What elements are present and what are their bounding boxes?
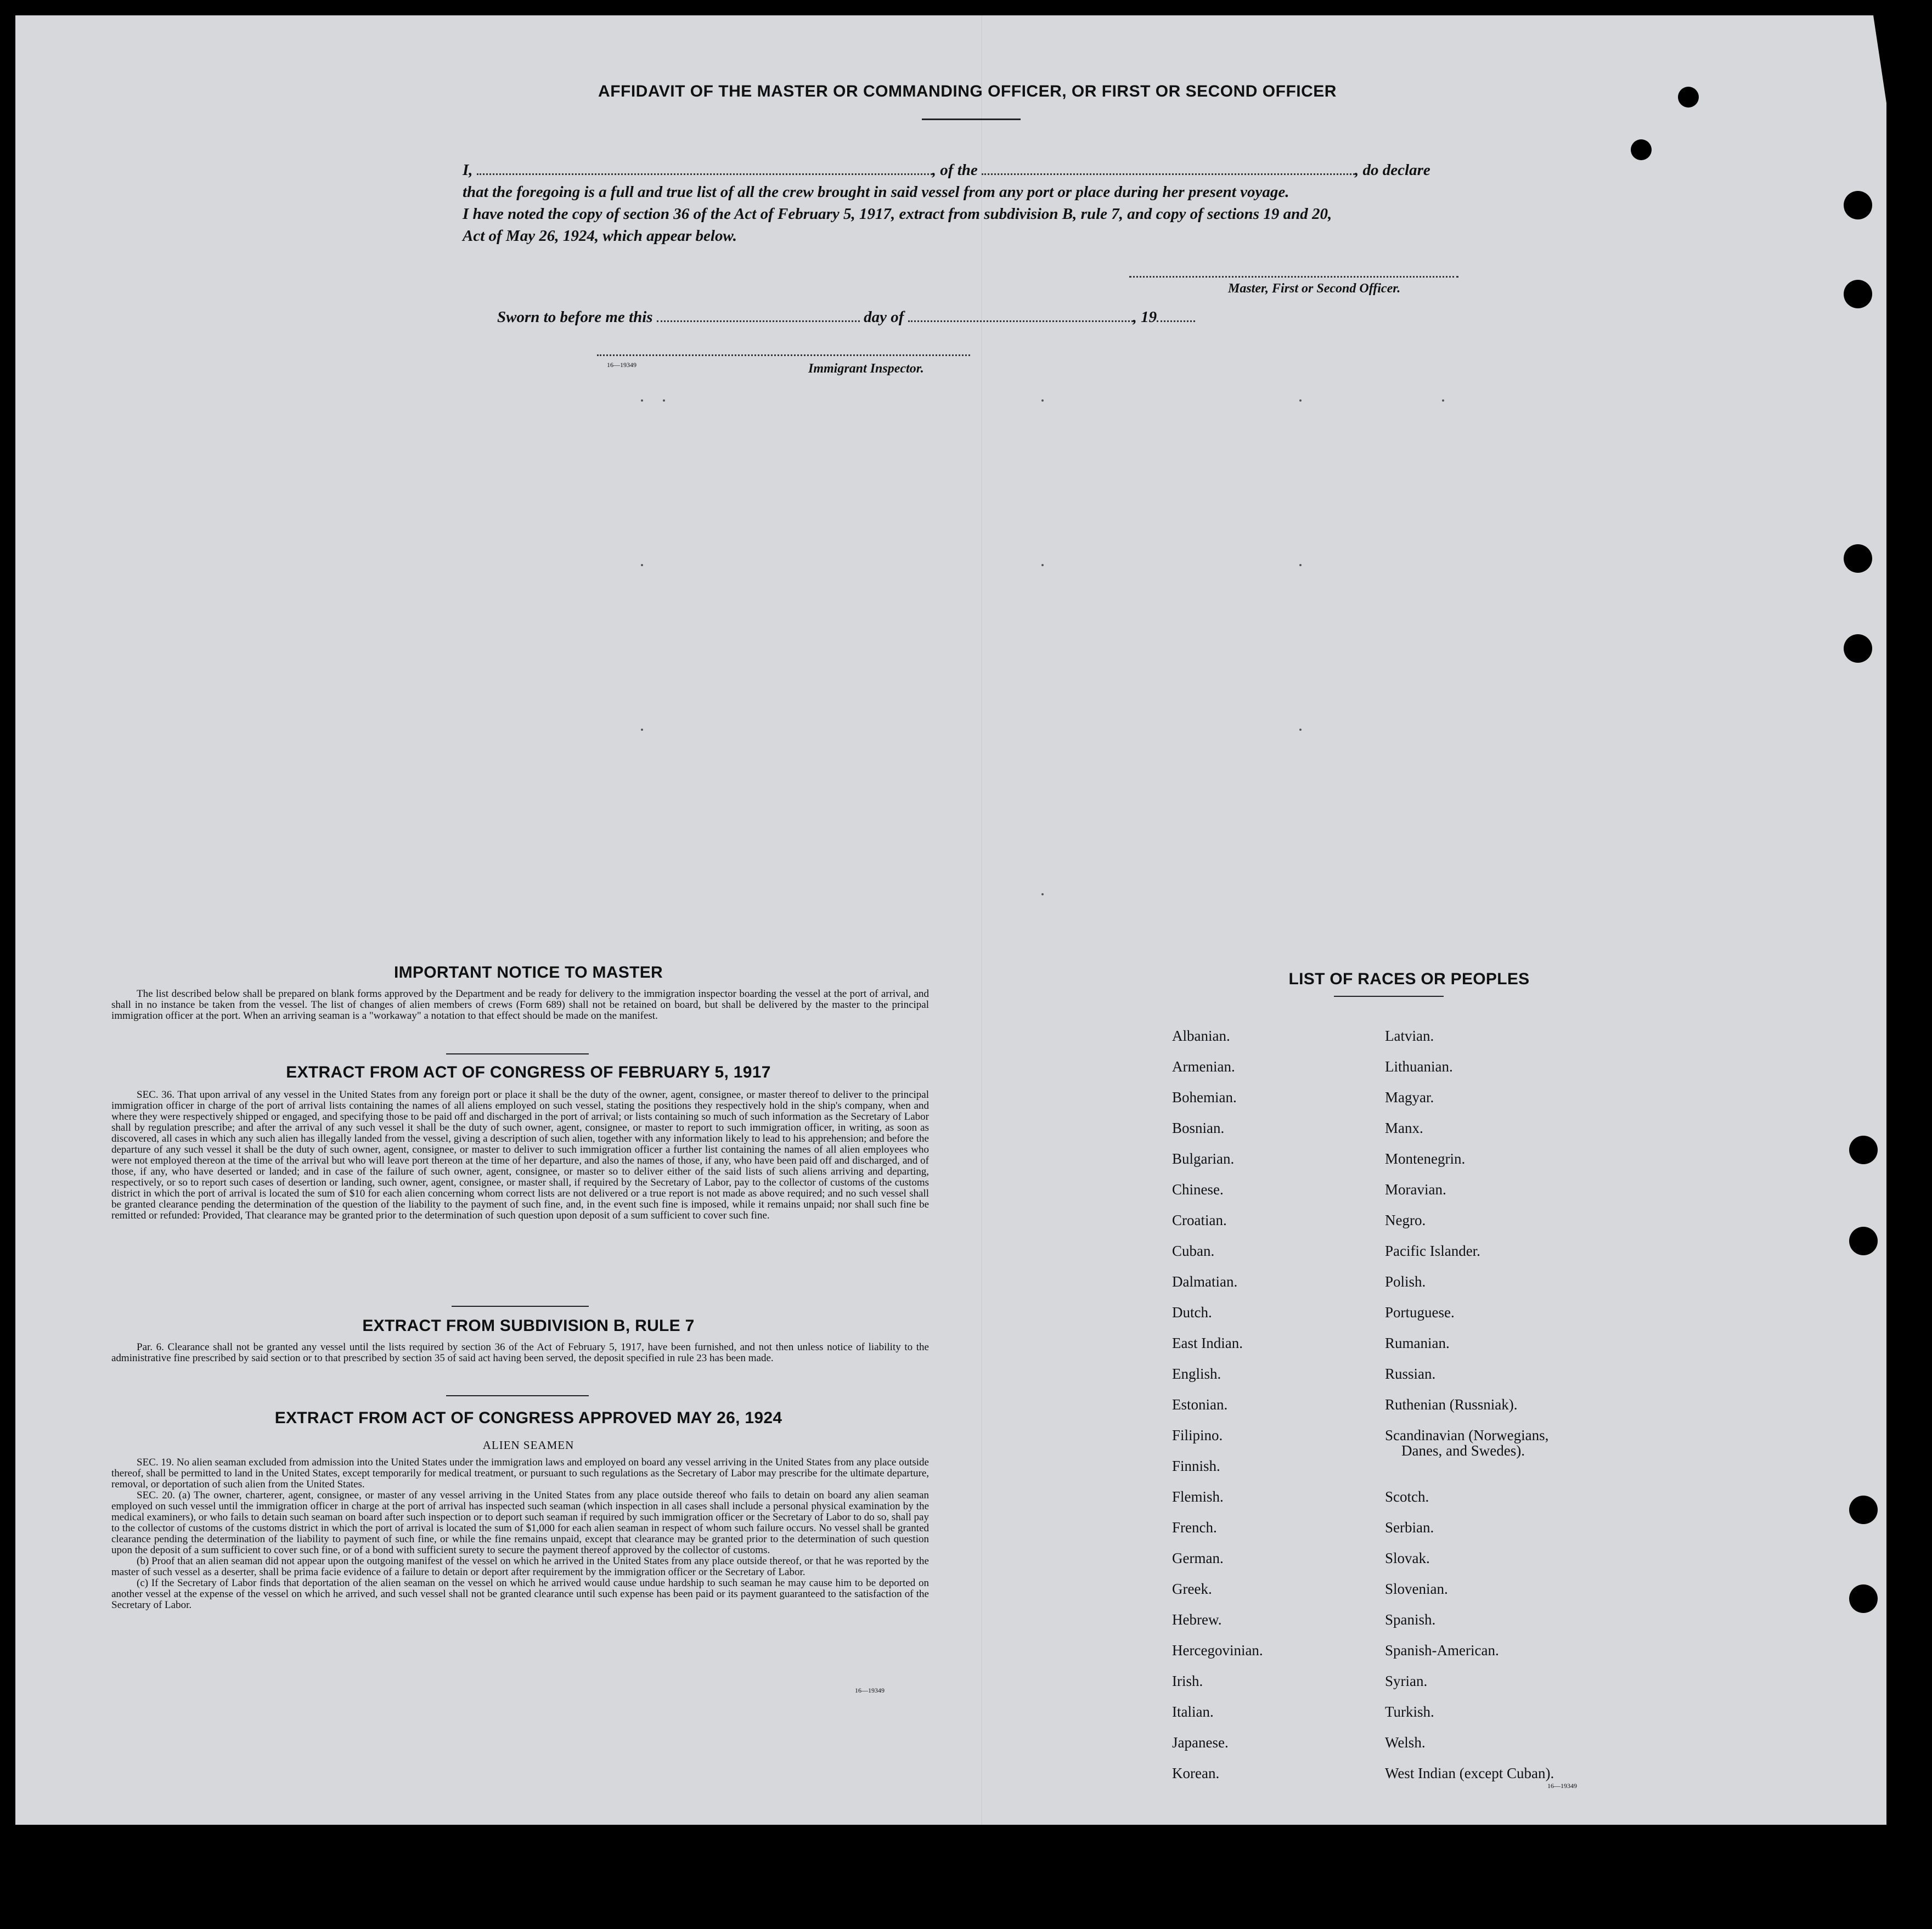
punch-hole	[1849, 1136, 1878, 1164]
race-item: Dutch.	[1172, 1304, 1212, 1321]
affidavit-title: AFFIDAVIT OF THE MASTER OR COMMANDING OFFICER, OR FIRST OR SECOND OFFICER	[598, 82, 1337, 100]
affidavit-line-4: Act of May 26, 1924, which appear below.	[463, 227, 737, 245]
day-of-label: day of	[864, 308, 904, 326]
race-item: Bosnian.	[1172, 1120, 1225, 1136]
races-left-column	[1172, 1020, 1263, 1789]
race-item: Albanian.	[1172, 1028, 1230, 1044]
race-item: Serbian.	[1385, 1519, 1434, 1536]
race-item: Armenian.	[1172, 1058, 1235, 1075]
race-item: Croatian.	[1172, 1212, 1227, 1228]
race-item: French.	[1172, 1519, 1217, 1536]
par-6-paragraph: Par. 6. Clearance shall not be granted any vessel until the lists required by section 36 of the Act of February 5, 1917, have been furnished, and not then unless notice of liability to the administrative fine prescribed by said section or to that prescribed by section 35 of said act having been served, the deposit specified in rule 23 has been made.	[111, 1341, 929, 1364]
race-item: Finnish.	[1172, 1458, 1220, 1474]
punch-hole	[1844, 280, 1872, 308]
speck	[1442, 399, 1444, 402]
race-item: West Indian (except Cuban).	[1385, 1765, 1554, 1781]
race-item: Polish.	[1385, 1273, 1426, 1290]
extract-1924-title: EXTRACT FROM ACT OF CONGRESS APPROVED MAY 26, 1924	[274, 1409, 782, 1427]
race-item: Bulgarian.	[1172, 1150, 1235, 1167]
race-item: Korean.	[1172, 1765, 1220, 1781]
fold-line	[981, 15, 982, 1825]
punch-hole	[1678, 87, 1699, 108]
race-item: Hebrew.	[1172, 1611, 1222, 1628]
name-blank[interactable]	[477, 163, 932, 175]
race-item: Flemish.	[1172, 1488, 1224, 1505]
divider-2	[452, 1306, 589, 1307]
race-item: Moravian.	[1385, 1181, 1446, 1198]
race-item: Japanese.	[1172, 1734, 1229, 1751]
race-item: Syrian.	[1385, 1673, 1428, 1689]
sworn-day-blank[interactable]	[657, 311, 860, 322]
form-number-top: 16—19349	[607, 361, 637, 369]
rule-7-body	[111, 1342, 929, 1364]
race-item: Montenegrin.	[1385, 1150, 1466, 1167]
form-number-bottom: 16—19349	[855, 1687, 885, 1694]
affidavit-declare: , do declare	[1355, 161, 1430, 179]
speck	[1041, 399, 1044, 402]
affidavit-line-3: I have noted the copy of section 36 of the Act of February 5, 1917, extract from subdivision B, rule 7, and copy of sections 19 and 20,	[463, 205, 1332, 223]
speck	[1299, 564, 1302, 566]
race-item: Hercegovinian.	[1172, 1642, 1263, 1659]
race-item: Manx.	[1385, 1120, 1423, 1136]
race-item: Chinese.	[1172, 1181, 1224, 1198]
inspector-signature-blank[interactable]	[597, 354, 970, 356]
races-title-rule	[1334, 996, 1444, 997]
speck	[663, 399, 665, 402]
punch-hole	[1631, 139, 1652, 160]
rule-7-title: EXTRACT FROM SUBDIVISION B, RULE 7	[362, 1317, 695, 1335]
races-form-number: 16—19349	[1547, 1782, 1577, 1790]
affidavit-line-2: that the foregoing is a full and true list of all the crew brought in said vessel from any port or place during her present voyage.	[463, 183, 1289, 201]
speck	[1299, 729, 1302, 731]
sec-20c-paragraph: (c) If the Secretary of Labor finds that deportation of the alien seaman on the vessel on which he arrived would cause undue hardship to such seaman he may cause him to be deported on another vessel at the expense of the vessel on which he arrived, and such vessel shall not be granted clearance until such expense has been paid or its payment guaranteed to the satisfaction of the Secretary of Labor.	[111, 1577, 929, 1611]
race-item: Slovak.	[1385, 1550, 1430, 1566]
affidavit-line-1	[463, 159, 1505, 181]
race-item: Russian.	[1385, 1366, 1436, 1382]
race-item: Scotch.	[1385, 1488, 1429, 1505]
sworn-label: Sworn to before me this	[497, 308, 653, 326]
speck	[641, 399, 643, 402]
year-prefix: , 19	[1133, 308, 1157, 326]
race-item: German.	[1172, 1550, 1224, 1566]
race-item: Turkish.	[1385, 1704, 1434, 1720]
race-item: Latvian.	[1385, 1028, 1434, 1044]
race-item: English.	[1172, 1366, 1221, 1382]
race-item: Lithuanian.	[1385, 1058, 1453, 1075]
speck	[1041, 893, 1044, 895]
races-right-column	[1385, 1020, 1554, 1789]
punch-hole	[1849, 1584, 1878, 1613]
race-item: Rumanian.	[1385, 1335, 1450, 1351]
sec-36-paragraph: SEC. 36. That upon arrival of any vessel in the United States from any foreign port or place it shall be the duty of the owner, agent, consignee, or master thereof to deliver to the principal immigration officer in charge of the port of arrival lists containing the names of all aliens employed on such vessel, stating the positions they respectively hold in the ship's company, when and where they were respectively shipped or engaged, and specifying those to be paid off and discharged in the port of arrival; or lists containing so much of such information as the Secretary of Labor shall by regulation prescribe; and after the arrival of any such vessel it shall be the duty of such owner, agent, consignee, or master to report to such immigration officer, in writing, as soon as discovered, all cases in which any such alien has illegally landed from the vessel, giving a description of such alien, together with any information likely to lead to his apprehension; and before the departure of any such vessel it shall be the duty of such owner, agent, consignee, or master to deliver to such immigration officer a further list containing the names of all alien employees who were not employed thereon at the time of the arrival but who will leave port thereon at the time of her departure, and also the names of those, if any, who have been paid off and discharged, and of those, if any, who have deserted or landed; and in case of the failure of such owner, agent, consignee, or master so to deliver either of the said lists of such aliens arriving and departing, respectively, or so to report such cases of desertion or landing, such owner, agent, consignee, or master shall, if required by the Secretary of Labor, pay to the collector of customs of the customs district in which the port of arrival is located the sum of $10 for each alien concerning whom correct lists are not delivered or a true report is not made as above required; and no such vessel shall be granted clearance pending the determination of the question of the liability to the payment of such fine, and, in the event such fine is imposed, while it remains unpaid; nor shall such fine be remitted or refunded: Provided, That clearance may be granted prior to the determination of such question upon deposit of a sum sufficient to cover such fine.	[111, 1089, 929, 1221]
race-item: East Indian.	[1172, 1335, 1243, 1351]
speck	[1041, 564, 1044, 566]
title-rule	[922, 119, 1021, 120]
race-item: Spanish.	[1385, 1611, 1436, 1628]
master-label: Master, First or Second Officer.	[1228, 281, 1401, 296]
race-item: Cuban.	[1172, 1243, 1215, 1259]
race-item: Slovenian.	[1385, 1581, 1448, 1597]
sworn-line	[497, 306, 1265, 328]
inspector-label: Immigrant Inspector.	[808, 362, 924, 376]
document-sheet	[15, 15, 1886, 1825]
punch-hole	[1844, 544, 1872, 573]
punch-hole	[1844, 634, 1872, 663]
race-item: Dalmatian.	[1172, 1273, 1238, 1290]
race-item: Filipino.	[1172, 1427, 1223, 1443]
vessel-blank[interactable]	[982, 163, 1355, 175]
race-item: Magyar.	[1385, 1089, 1434, 1105]
race-item: Italian.	[1172, 1704, 1214, 1720]
race-item: Welsh.	[1385, 1734, 1426, 1751]
race-item: Portuguese.	[1385, 1304, 1455, 1321]
sec-20b-paragraph: (b) Proof that an alien seaman did not appear upon the outgoing manifest of the vessel on which he arrived in the United States from any place outside thereof, or that he was reported by the master of such vessel as a deserter, shall be prima facie evidence of a failure to detain or deport after requirement by the immigration officer or the Secretary of Labor.	[111, 1555, 929, 1578]
extract-1917-body	[111, 1090, 929, 1221]
race-item: Bohemian.	[1172, 1089, 1237, 1105]
year-blank[interactable]	[1157, 311, 1195, 322]
alien-seamen-subtitle: ALIEN SEAMEN	[482, 1439, 574, 1452]
sworn-month-blank[interactable]	[908, 311, 1133, 322]
affidavit-i: I,	[463, 161, 473, 179]
notice-title: IMPORTANT NOTICE TO MASTER	[393, 963, 663, 982]
race-item: Greek.	[1172, 1581, 1212, 1597]
sec-20a-paragraph: SEC. 20. (a) The owner, charterer, agent, consignee, or master of any vessel arriving in the United States from any place outside thereof who fails to detain on board any alien seaman employed on such vessel until the immigration officer in charge at the port of arrival has inspected such seaman (which inspection in all cases shall include a personal physical examination by the medical examiners), or who fails to detain such seaman on board after such inspection or to deport such seaman if required by such immigration officer or the Secretary of Labor to do so, shall pay to the collector of customs of the customs district in which the port of arrival is located the sum of $1,000 for each alien seaman in respect of whom such failure occurs. No vessel shall be granted clearance pending the determination of the liability to payment of such fine, or while the fine remains unpaid, except that clearance may be granted prior to the determination of such question upon the deposit of a sum sufficient to cover such fine, or of a bond with sufficient surety to secure the payment thereof approved by the collector of customs.	[111, 1490, 929, 1556]
affidavit-body	[463, 159, 1505, 247]
punch-hole	[1844, 191, 1872, 219]
races-title: LIST OF RACES OR PEOPLES	[1288, 970, 1530, 988]
race-item: Spanish-American.	[1385, 1642, 1499, 1659]
punch-hole	[1849, 1227, 1878, 1255]
race-item: Ruthenian (Russniak).	[1385, 1396, 1518, 1413]
divider-3	[446, 1395, 589, 1396]
speck	[1299, 399, 1302, 402]
race-item: Negro.	[1385, 1212, 1426, 1228]
extract-1924-body	[111, 1457, 929, 1611]
race-item: Pacific Islander.	[1385, 1243, 1480, 1259]
notice-body	[111, 989, 929, 1022]
race-item: Irish.	[1172, 1673, 1203, 1689]
affidavit-of: , of the	[932, 161, 978, 179]
sec-19-paragraph: SEC. 19. No alien seaman excluded from admission into the United States under the immigration laws and employed on board any vessel arriving in the United States from any place outside thereof, shall be permitted to land in the United States, except temporarily for medical treatment, or pursuant to such regulations as the Secretary of Labor may prescribe for the ultimate departure, removal, or deportation of such alien from the United States.	[111, 1457, 929, 1490]
race-item: Danes, and Swedes).	[1401, 1442, 1525, 1459]
divider-1	[446, 1053, 589, 1054]
punch-hole	[1849, 1496, 1878, 1524]
notice-paragraph: The list described below shall be prepared on blank forms approved by the Department and be ready for delivery to the immigration inspector boarding the vessel at the port of arrival, and shall in no instance be taken from the vessel. The list of changes of alien members of crews (Form 689) shall not be retained on board, but shall be delivered by the master to the principal immigration officer at the port. When an arriving seaman is a "workaway" a notation to that effect should be made on the manifest.	[111, 988, 929, 1022]
speck	[641, 564, 643, 566]
race-item: Scandinavian (Norwegians,	[1385, 1427, 1549, 1443]
speck	[641, 729, 643, 731]
extract-1917-title: EXTRACT FROM ACT OF CONGRESS OF FEBRUARY 5, 1917	[286, 1063, 771, 1081]
race-item: Estonian.	[1172, 1396, 1228, 1413]
